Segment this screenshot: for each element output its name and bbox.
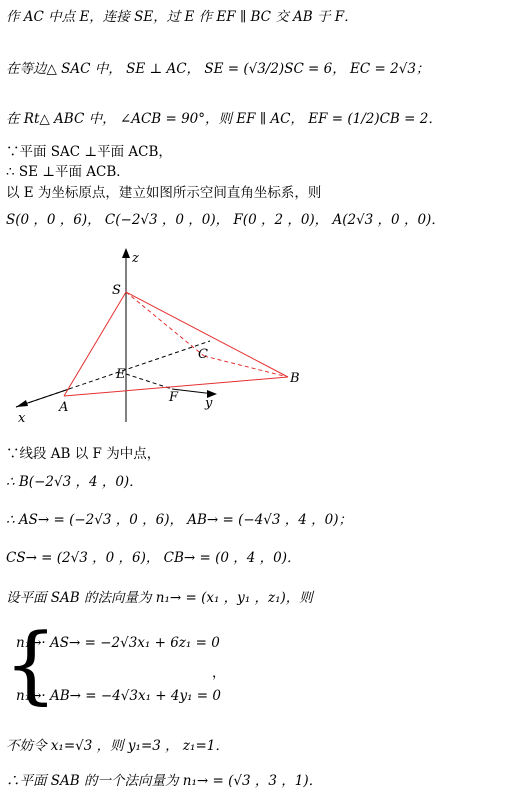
text-line-2: 在等边△ SAC 中， SE ⊥ AC， SE = (√3/2)SC = 6， EC = 2√3； bbox=[6, 61, 430, 77]
text-line-3: 在 Rt△ ABC 中， ∠ACB = 90°，则 EF ∥ AC， EF = (1/2)CB = 2． bbox=[6, 111, 442, 127]
label-a: A bbox=[59, 400, 69, 415]
ef-segment bbox=[126, 374, 172, 389]
text-line-8: ∵线段 AB 以 F 为中点， bbox=[6, 446, 161, 462]
cb-edge bbox=[204, 356, 288, 377]
text-line-10: ∴ AS→ = (−2√3 ，0 ，6)， AB→ = (−4√3 ，4 ，0)； bbox=[6, 512, 353, 528]
system-brace: { bbox=[4, 615, 58, 713]
equation-2: n₁→· AB→ = −4√3x₁ + 4y₁ = 0 bbox=[16, 688, 221, 704]
text-line-4: ∵平面 SAC ⊥平面 ACB， bbox=[6, 144, 172, 160]
sb-edge bbox=[126, 292, 288, 377]
text-line-12: 设平面 SAB 的法向量为 n₁→ = (x₁ ，y₁ ，z₁)，则 bbox=[6, 590, 313, 606]
text-line-14: ∴平面 SAB 的一个法向量为 n₁→ = (√3 ，3 ，1)． bbox=[6, 773, 323, 789]
label-c: C bbox=[198, 347, 208, 362]
text-line-7: S(0 ，0 ，6)， C(−2√3 ，0 ，0)， F(0 ，2 ，0)， A(2√3 ，0 ，0)． bbox=[6, 212, 445, 228]
label-f: F bbox=[169, 390, 179, 405]
text-line-11: CS→ = (2√3 ，0 ，6)， CB→ = (0 ，4 ，0)． bbox=[6, 550, 301, 566]
text-line-6: 以 E 为坐标原点，建立如图所示空间直角坐标系，则 bbox=[6, 185, 322, 201]
equation-1: n₁→· AS→ = −2√3x₁ + 6z₁ = 0 bbox=[16, 635, 220, 651]
z-axis-arrow bbox=[122, 248, 130, 258]
label-y: y bbox=[205, 396, 213, 411]
label-z: z bbox=[132, 251, 139, 266]
equation-comma: ， bbox=[212, 665, 226, 681]
text-line-13: 不妨令 x₁=√3 ，则 y₁=3 ， z₁=1． bbox=[6, 738, 229, 754]
sc-edge bbox=[126, 292, 204, 356]
label-s: S bbox=[112, 283, 121, 298]
label-b: B bbox=[290, 371, 300, 386]
text-line-5: ∴ SE ⊥平面 ACB． bbox=[6, 164, 130, 180]
geometry-figure bbox=[14, 244, 324, 429]
x-axis-arrow bbox=[16, 400, 28, 407]
text-line-9: ∴ B(−2√3 ，4 ，0)． bbox=[6, 474, 143, 490]
text-line-1: 作 AC 中点 E，连接 SE，过 E 作 EF ∥ BC 交 AB 于 F． bbox=[6, 9, 358, 25]
label-x: x bbox=[18, 411, 26, 426]
label-e: E bbox=[116, 367, 126, 382]
